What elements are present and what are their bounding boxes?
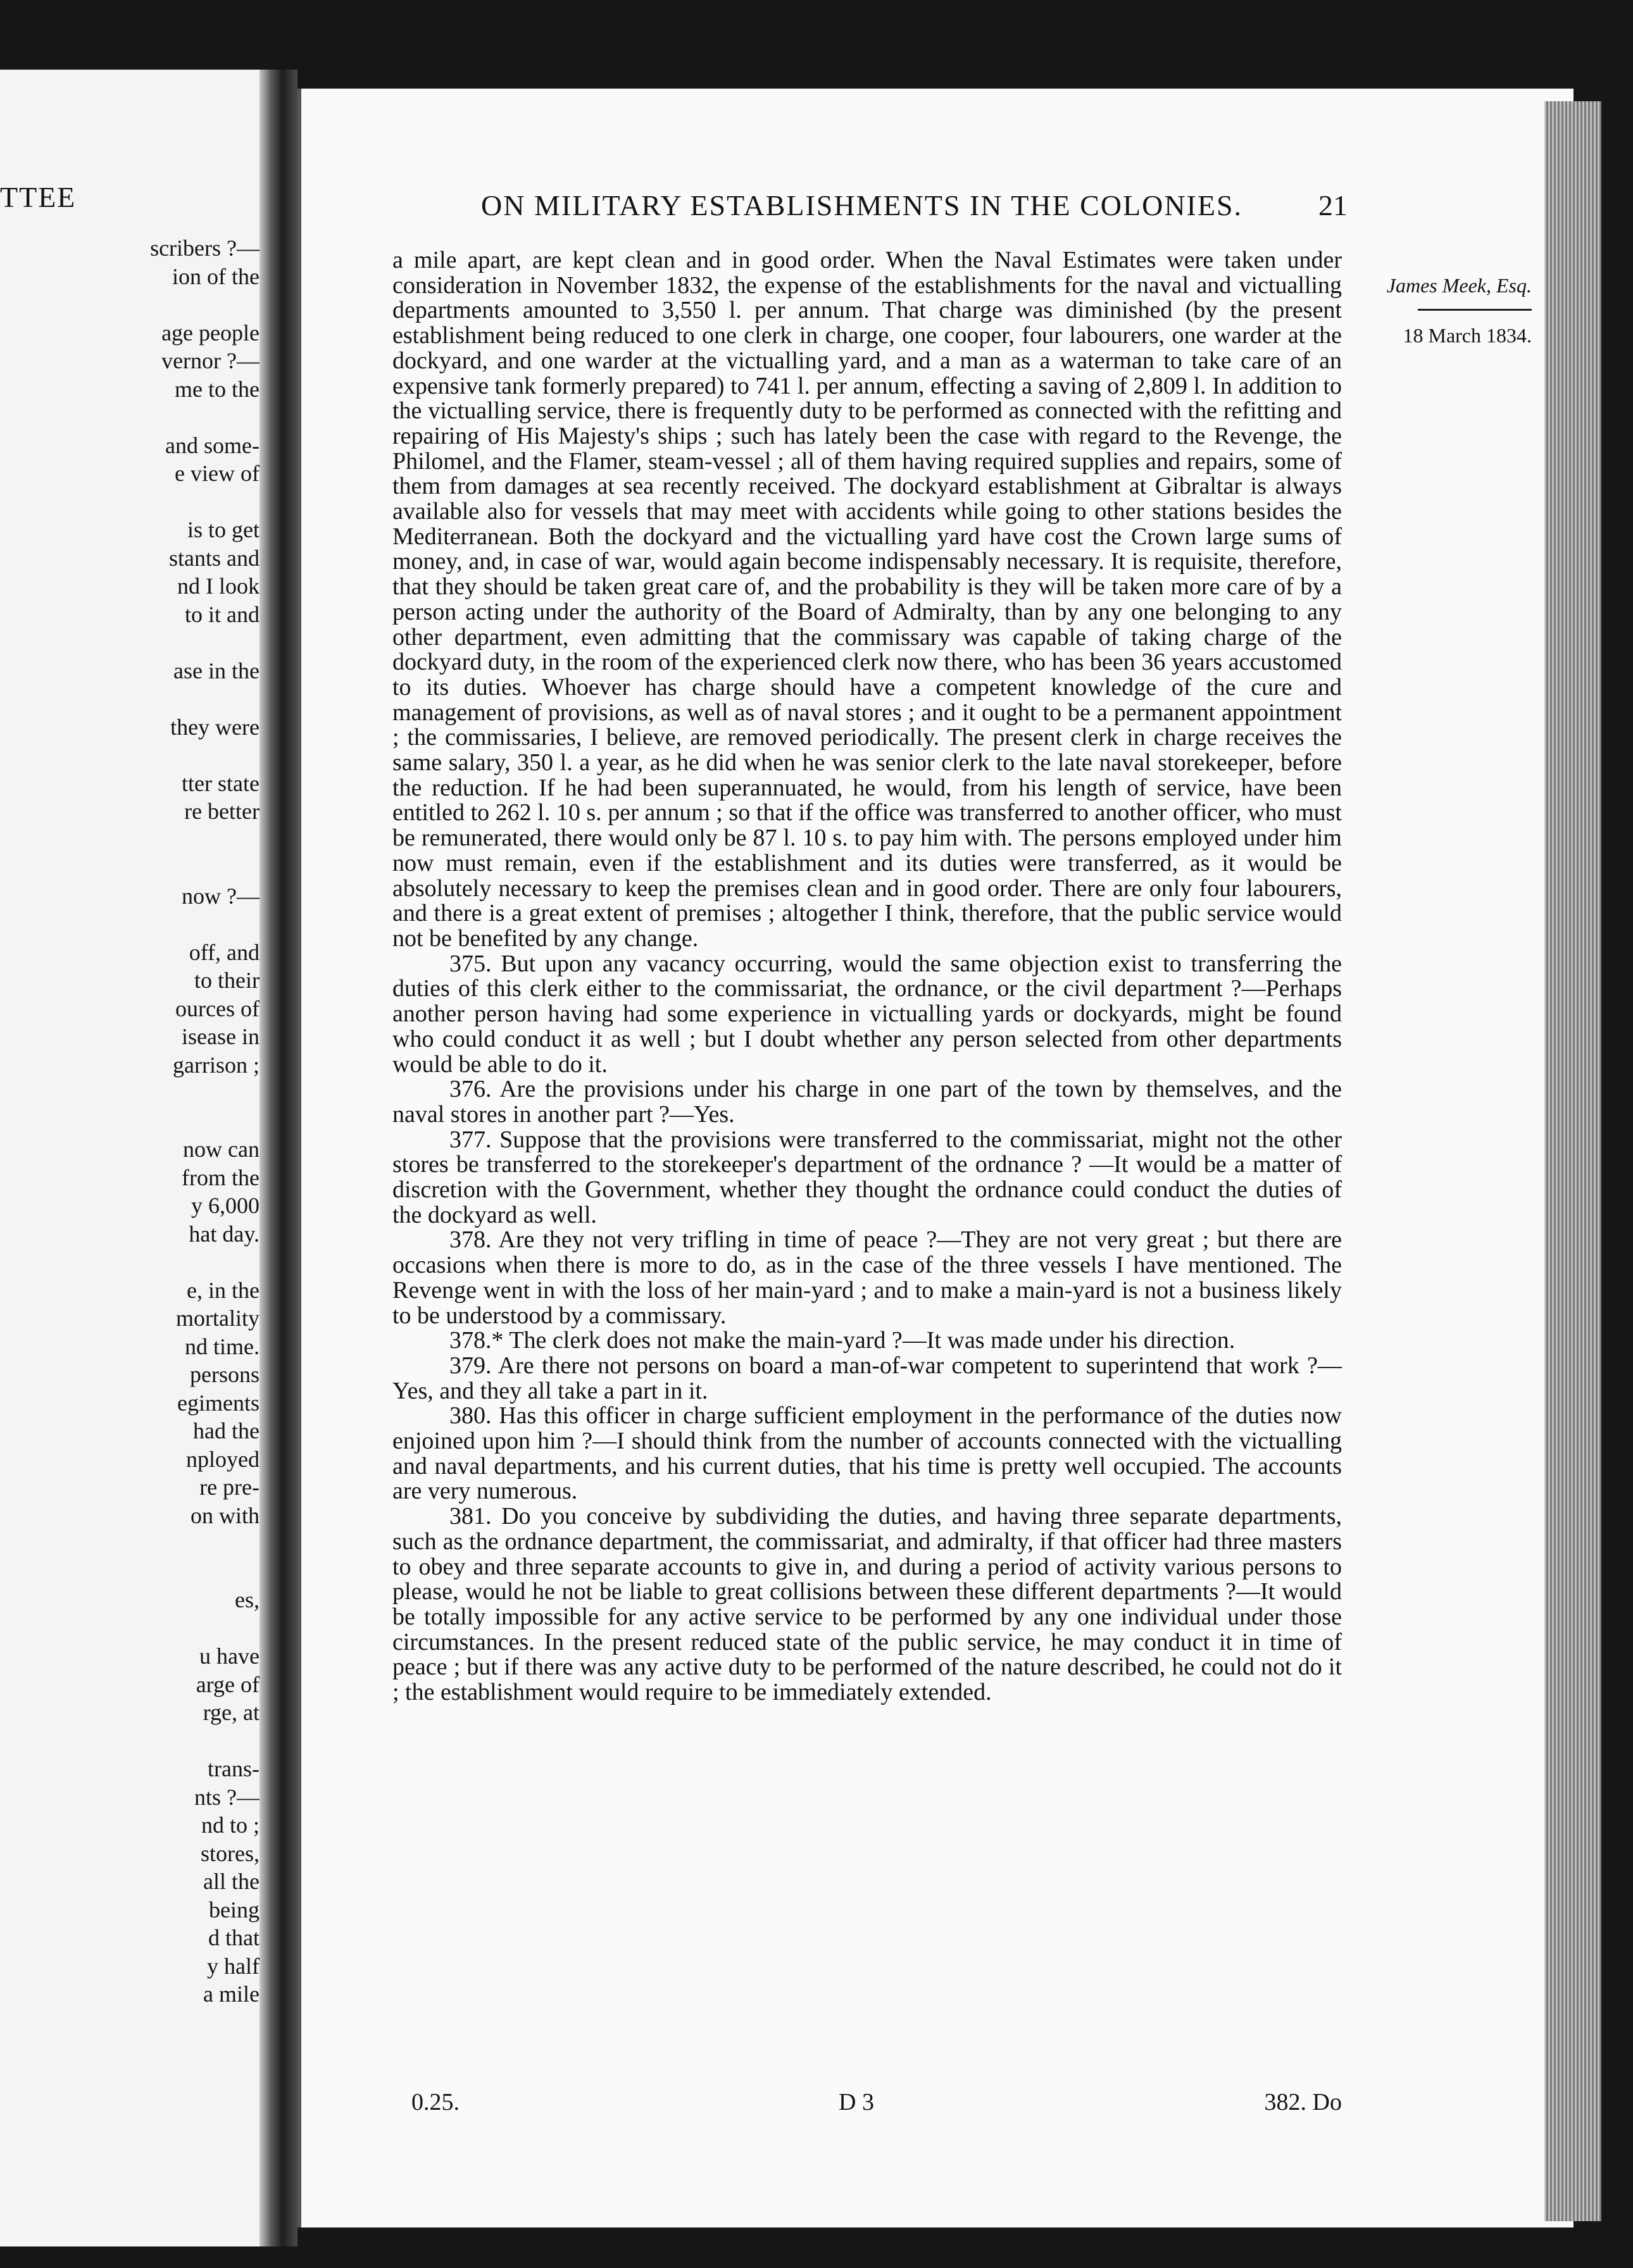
left-page-heading: TTEE (0, 181, 77, 213)
left-page-line: stants and (169, 545, 260, 571)
left-page-line: y half (207, 1953, 260, 1979)
left-page-line: arge of (196, 1671, 260, 1697)
left-page-line: age people (161, 320, 260, 346)
left-page-line: garrison ; (173, 1052, 260, 1078)
left-page-line: trans- (208, 1756, 260, 1781)
running-head: ON MILITARY ESTABLISHMENTS IN THE COLONIES. (481, 189, 1243, 221)
margin-rule (1418, 309, 1532, 311)
left-page-line: to their (194, 968, 260, 993)
left-page-line: e, in the (187, 1277, 260, 1303)
signature-mark: D 3 (839, 2089, 874, 2115)
left-page-line: isease in (182, 1024, 260, 1049)
left-page-line: tter state (182, 770, 260, 796)
paragraph: 380. Has this officer in charge sufficient employment in the performance of the duties now enjoined upon him ?—I should think from the number of accounts connected with the victualling and naval departments, and his current duties, that his time is pretty well occupied. The accounts are very numerous. (392, 1402, 1342, 1505)
left-page-line: mortality (176, 1305, 260, 1331)
left-page-line: me to the (175, 376, 260, 402)
book-gutter (260, 70, 297, 2246)
paragraph: 376. Are the provisions under his charge in one part of the town by themselves, and the naval stores in another part ?—Yes. (392, 1076, 1342, 1128)
left-page-line: persons (190, 1362, 260, 1387)
left-page-line: ase in the (173, 657, 260, 683)
left-page-line: from the (182, 1164, 260, 1190)
paragraph: 375. But upon any vacancy occurring, would the same objection exist to transferring the duties of this clerk either to the commissariat, the ordnance, or the civil department ?—Perhaps another person having had some experience in victualling yards or dockyards, might be found who could conduct it as well ; but I doubt whether any person selected from other departments would be able to do it. (392, 950, 1342, 1078)
left-page-line: nd to ; (201, 1812, 260, 1838)
left-page-line: rge, at (203, 1700, 260, 1725)
left-page-line: to it and (185, 601, 260, 627)
paragraph: 377. Suppose that the provisions were transferred to the commissariat, might not the other stores be transferred to the storekeeper's department of the ordnance ? —It would be a matter of discretion with the Government, whether they thought the ordnance could conduct the duties of the dockyard as well. (392, 1126, 1342, 1228)
page-number: 21 (1318, 189, 1348, 221)
margin-note (1367, 271, 1532, 350)
left-page-line: is to get (187, 517, 260, 542)
left-page-line: hat day. (189, 1221, 260, 1247)
catchword: 382. Do (1264, 2089, 1342, 2115)
left-page-line: off, and (189, 939, 260, 965)
left-page-line: nd I look (177, 573, 260, 599)
left-page-line: a mile (203, 1981, 260, 2007)
witness-name: James Meek, Esq. (1386, 274, 1532, 297)
paragraph: 381. Do you conceive by subdividing the duties, and having three separate departments, such as the ordnance department, the commissariat, and admiralty, if that officer had three masters to obey and three separate accounts to give in, and during a period of activity various persons to please, would he not be liable to great collisions between these different departments ?—It would be totally impossible for any active service to be performed by any one individual under those circumstances. In the present reduced state of the public service, he may conduct it in time of peace ; but if there was any active duty to be performed of the nature described, he could not do it ; the establishment would require to be immediately extended. (392, 1503, 1342, 1706)
left-page-line: y 6,000 (191, 1193, 260, 1218)
left-page-line: had the (193, 1418, 260, 1443)
left-page-line: nployed (186, 1446, 260, 1472)
left-page-line: vernor ?— (161, 348, 260, 373)
left-page-line: now can (183, 1137, 260, 1162)
left-page-line: nts ?— (194, 1784, 260, 1810)
page-edge (1544, 101, 1601, 2221)
footer-number: 0.25. (411, 2089, 460, 2115)
left-page-line: re better (184, 799, 260, 824)
left-page-line: they were (170, 714, 260, 740)
left-page-line: ources of (175, 995, 260, 1021)
paragraph: 378.* The clerk does not make the main-yard ?—It was made under his direction. (449, 1327, 1236, 1354)
left-page-line: es, (235, 1587, 260, 1612)
left-page-line: and some- (165, 432, 260, 458)
left-page-line: scribers ?— (150, 235, 260, 261)
paragraph: a mile apart, are kept clean and in good order. When the Naval Estimates were taken under consideration in November 1832, the expense of the establishments for the naval and victualling departments amounted to 3,550 l. per annum. That charge was diminished (by the present establishment being reduced to one clerk in charge, one cooper, four labourers, one warder at the dockyard, and one warder at the victualling yard, and a man as a waterman to take care of an expensive tank formerly prepared) to 741 l. per annum, effecting a saving of 2,809 l. In addition to the victualling service, there is frequently duty to be performed as connected with the refitting and repairing of His Majesty's ships ; such has lately been the case with regard to the Revenge, the Philomel, and the Flamer, steam-vessel ; all of them having required supplies and repairs, some of them from damages at sea recently received. The dockyard establishment at Gibraltar is always available also for vessels that may meet with accidents while going to other stations besides the Mediterranean. Both the dockyard and the victualling yard have cost the Crown large sums of money, and, in case of war, would again become indispensably necessary. It is requisite, therefore, that they should be taken great care of, and the probability is they will be taken more care of by a person acting under the authority of the Board of Admiralty, than by any one belonging to any other department, even admitting that the commissary was capable of taking charge of the dockyard duty, in the room of the experienced clerk now there, who has been 36 years accustomed to its duties. Whoever has charge should have a competent knowledge of the cure and management of provisions, as well as of naval stores ; and it ought to be a permanent appointment ; the commissaries, I believe, are removed periodically. The present clerk in charge receives the same salary, 350 l. a year, as he did when he was senior clerk to the late naval storekeeper, before the reduction. If he had been superannuated, he would, from his length of service, have been entitled to 262 l. 10 s. per annum ; so that if the office was transferred to another officer, who must be remunerated, there would only be 87 l. 10 s. to pay him with. The persons employed under him now must remain, even if the establishment and its duties were transferred, as it would be absolutely necessary to keep the premises clean and in good order. There are only four labourers, and there is a great extent of premises ; altogether I think, therefore, that the public service would not be benefited by any change. (392, 247, 1342, 952)
left-page-line: egiments (177, 1390, 260, 1416)
left-page-line: being (209, 1897, 260, 1922)
witness-date: 18 March 1834. (1403, 324, 1532, 347)
left-page-line: nd time. (185, 1333, 260, 1359)
left-page-line: u have (199, 1643, 260, 1669)
left-page (0, 70, 260, 2246)
paragraph: 378. Are they not very trifling in time of peace ?—They are not very great ; but there are occasions when there is more to do, as in the case of the three vessels I have mentioned. The Revenge went in with the loss of her main-yard ; and to make a main-yard is not a business likely to be understood by a commissary. (392, 1226, 1342, 1329)
left-page-line: stores, (201, 1840, 260, 1866)
left-page-line: re pre- (199, 1474, 260, 1500)
left-page-line: d that (208, 1925, 260, 1950)
paragraph: 379. Are there not persons on board a man-of-war competent to superintend that work ?—Yes, and they all take a part in it. (392, 1352, 1342, 1404)
body-text (392, 248, 1342, 1705)
left-page-line: e view of (175, 461, 260, 486)
left-page-line: all the (203, 1869, 260, 1894)
left-page-line: now ?— (182, 883, 260, 909)
left-page-line: on with (190, 1502, 260, 1528)
left-page-line: ion of the (172, 263, 260, 289)
